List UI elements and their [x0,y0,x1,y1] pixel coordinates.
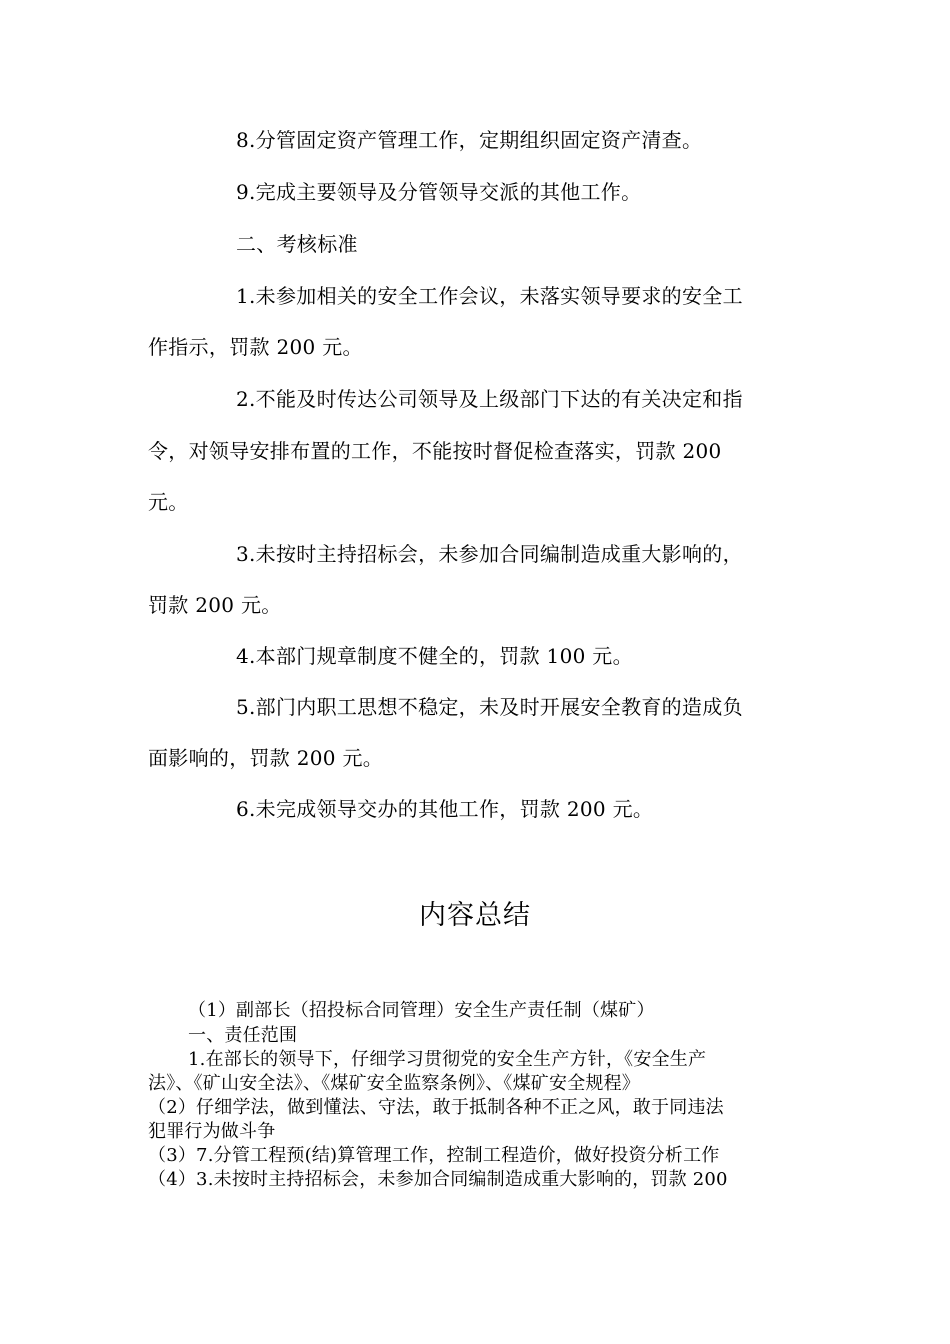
body-line: 3.未按时主持招标会，未参加合同编制造成重大影响的， [236,542,743,566]
body-line: 2.不能及时传达公司领导及上级部门下达的有关决定和指 [236,387,743,411]
summary-line: （1）副部长（招投标合同管理）安全生产责任制（煤矿） [188,1000,655,1021]
body-line: 9.完成主要领导及分管领导交派的其他工作。 [236,180,642,204]
summary-line: 1.在部长的领导下，仔细学习贯彻党的安全生产方针，《安全生产 [188,1049,707,1070]
body-line: 令，对领导安排布置的工作，不能按时督促检查落实，罚款 200 [148,439,722,463]
body-line: 8.分管固定资产管理工作，定期组织固定资产清查。 [236,128,703,152]
body-line: 5.部门内职工思想不稳定，未及时开展安全教育的造成负 [236,695,743,719]
section-heading: 二、考核标准 [236,232,358,256]
summary-line: 一、责任范围 [188,1025,298,1046]
body-line: 元。 [148,490,189,514]
summary-line: （2）仔细学法，做到懂法、守法，敢于抵制各种不正之风，敢于同违法 [148,1097,724,1118]
body-line: 面影响的，罚款 200 元。 [148,746,384,770]
summary-line: 犯罪行为做斗争 [148,1121,276,1142]
summary-line: （3）7.分管工程预(结)算管理工作，控制工程造价，做好投资分析工作 [148,1145,720,1166]
body-line: 作指示，罚款 200 元。 [148,335,363,359]
body-line: 1.未参加相关的安全工作会议，未落实领导要求的安全工 [236,284,743,308]
summary-line: （4）3.未按时主持招标会，未参加合同编制造成重大影响的，罚款 200 [148,1169,728,1190]
body-line: 4.本部门规章制度不健全的，罚款 100 元。 [236,644,633,668]
body-line: 6.未完成领导交办的其他工作，罚款 200 元。 [236,797,654,821]
summary-line: 法》、《矿山安全法》、《煤矿安全监察条例》、《煤矿安全规程》 [148,1073,640,1094]
body-line: 罚款 200 元。 [148,593,282,617]
summary-title: 内容总结 [419,900,531,931]
